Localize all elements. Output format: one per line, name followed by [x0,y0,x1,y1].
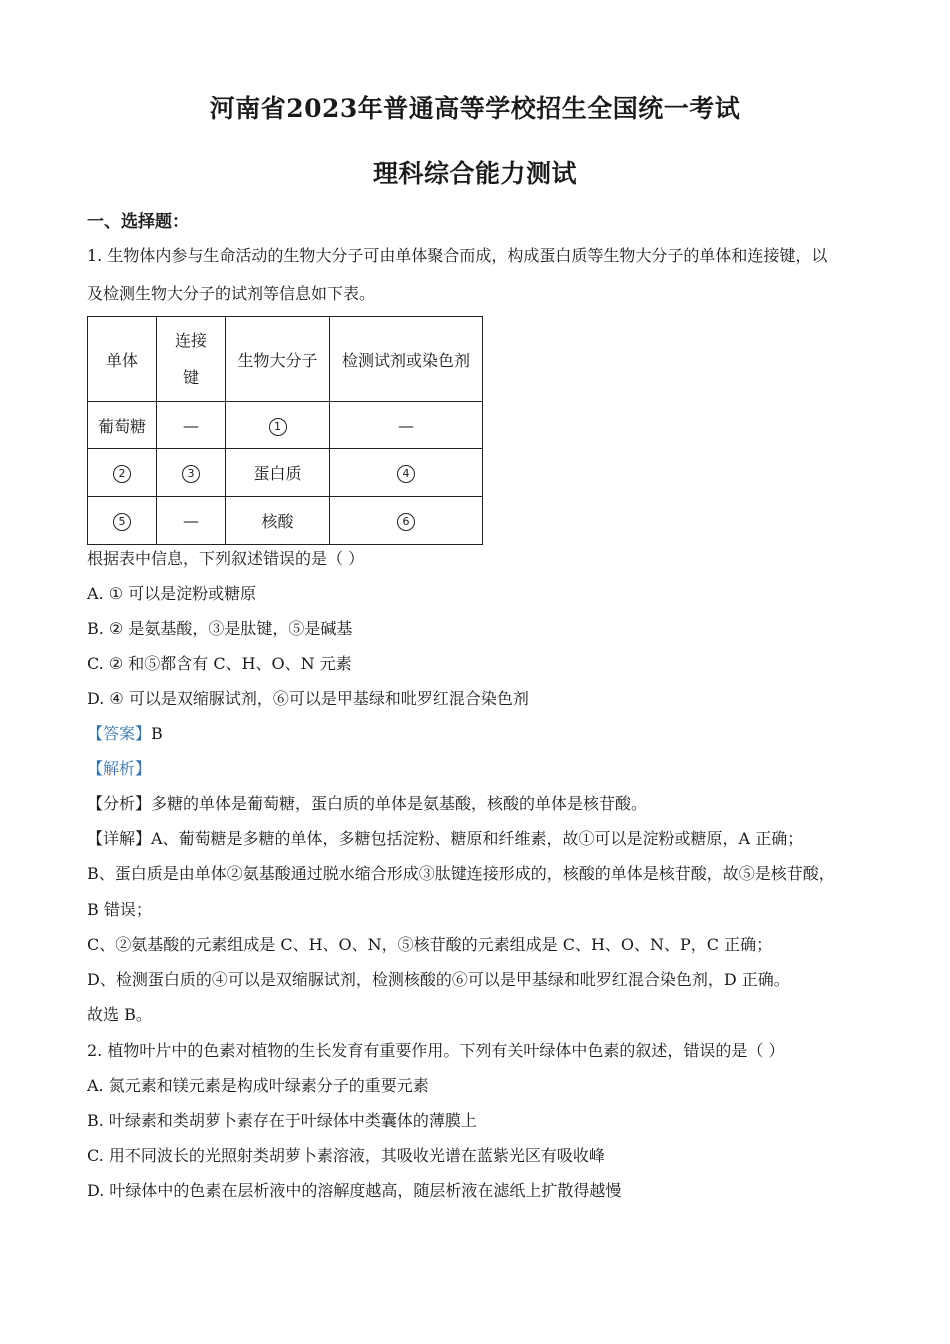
analysis-line: C、②氨基酸的元素组成是 C、H、O、N，⑤核苷酸的元素组成是 C、H、O、N、P，C 正确； [87,935,773,954]
q2-option-a: A. 氮元素和镁元素是构成叶绿素分子的重要元素 [87,1076,429,1095]
table-cell: — [157,497,226,545]
q1-stem-line1: 1. 生物体内参与生命活动的生物大分子可由单体聚合而成，构成蛋白质等生物大分子的单体和连接键，以 [87,246,828,265]
q1-option-b: B. ② 是氨基酸，③是肽键，⑤是碱基 [87,619,353,638]
q2-stem: 2. 植物叶片中的色素对植物的生长发育有重要作用。下列有关叶绿体中色素的叙述，错误的是（ ） [87,1041,785,1060]
circled-number: 4 [397,465,415,483]
table-cell [226,402,330,449]
table-cell [330,497,483,545]
q1-prompt: 根据表中信息，下列叙述错误的是（ ） [87,549,365,568]
circled-number: 2 [113,465,131,483]
table-header-row [88,317,483,402]
header-bond-line1: 连接 [174,331,207,350]
section-heading: 一、选择题： [87,212,189,232]
table-row [88,449,483,497]
page-title: 河南省2023年普通高等学校招生全国统一考试 [209,94,741,123]
table-cell [88,449,157,497]
header-cell-bond [157,317,226,402]
analysis-line: B 错误； [87,900,152,919]
circled-number: 1 [269,418,287,436]
header-cell-monomer: 单体 [88,317,157,402]
answer-label: 【答案】 [87,724,152,743]
q1-data-table [87,316,483,545]
answer-line [87,724,163,744]
table-cell [330,449,483,497]
analysis-line: 故选 B。 [87,1005,152,1024]
table-cell [157,449,226,497]
circled-number: 5 [113,513,131,531]
analysis-line: 【详解】A、葡萄糖是多糖的单体，多糖包括淀粉、糖原和纤维素，故①可以是淀粉或糖原，A 正确； [87,829,804,848]
analysis-line: 【分析】多糖的单体是葡萄糖，蛋白质的单体是氨基酸，核酸的单体是核苷酸。 [87,794,648,813]
header-cell-macromolecule: 生物大分子 [226,317,330,402]
q1-option-c: C. ② 和⑤都含有 C、H、O、N 元素 [87,654,352,673]
q1-stem-line2: 及检测生物大分子的试剂等信息如下表。 [87,284,376,303]
q2-option-d: D. 叶绿体中的色素在层析液中的溶解度越高，随层析液在滤纸上扩散得越慢 [87,1181,622,1200]
analysis-line: B、蛋白质是由单体②氨基酸通过脱水缩合形成③肽键连接形成的，核酸的单体是核苷酸，故⑤是核苷酸， [87,864,835,883]
q2-option-b: B. 叶绿素和类胡萝卜素存在于叶绿体中类囊体的薄膜上 [87,1111,477,1130]
table-cell: 蛋白质 [226,449,330,497]
q1-option-a: A. ① 可以是淀粉或糖原 [87,584,257,603]
table-row [88,497,483,545]
circled-number: 6 [397,513,415,531]
table-cell: 核酸 [226,497,330,545]
table-cell [88,497,157,545]
analysis-line: D、检测蛋白质的④可以是双缩脲试剂，检测核酸的⑥可以是甲基绿和吡罗红混合染色剂，D 正确。 [87,970,790,989]
page-subtitle: 理科综合能力测试 [372,159,577,188]
q1-option-d: D. ④ 可以是双缩脲试剂，⑥可以是甲基绿和吡罗红混合染色剂 [87,689,529,708]
analysis-label: 【解析】 [87,759,152,778]
header-cell-reagent: 检测试剂或染色剂 [330,317,483,402]
q2-option-c: C. 用不同波长的光照射类胡萝卜素溶液，其吸收光谱在蓝紫光区有吸收峰 [87,1146,605,1165]
header-bond-line2: 键 [182,368,199,387]
table-row [88,402,483,449]
answer-value: B [151,724,163,743]
table-cell: — [157,402,226,449]
circled-number: 3 [182,465,200,483]
table-cell: 葡萄糖 [88,402,157,449]
table-cell: — [330,402,483,449]
